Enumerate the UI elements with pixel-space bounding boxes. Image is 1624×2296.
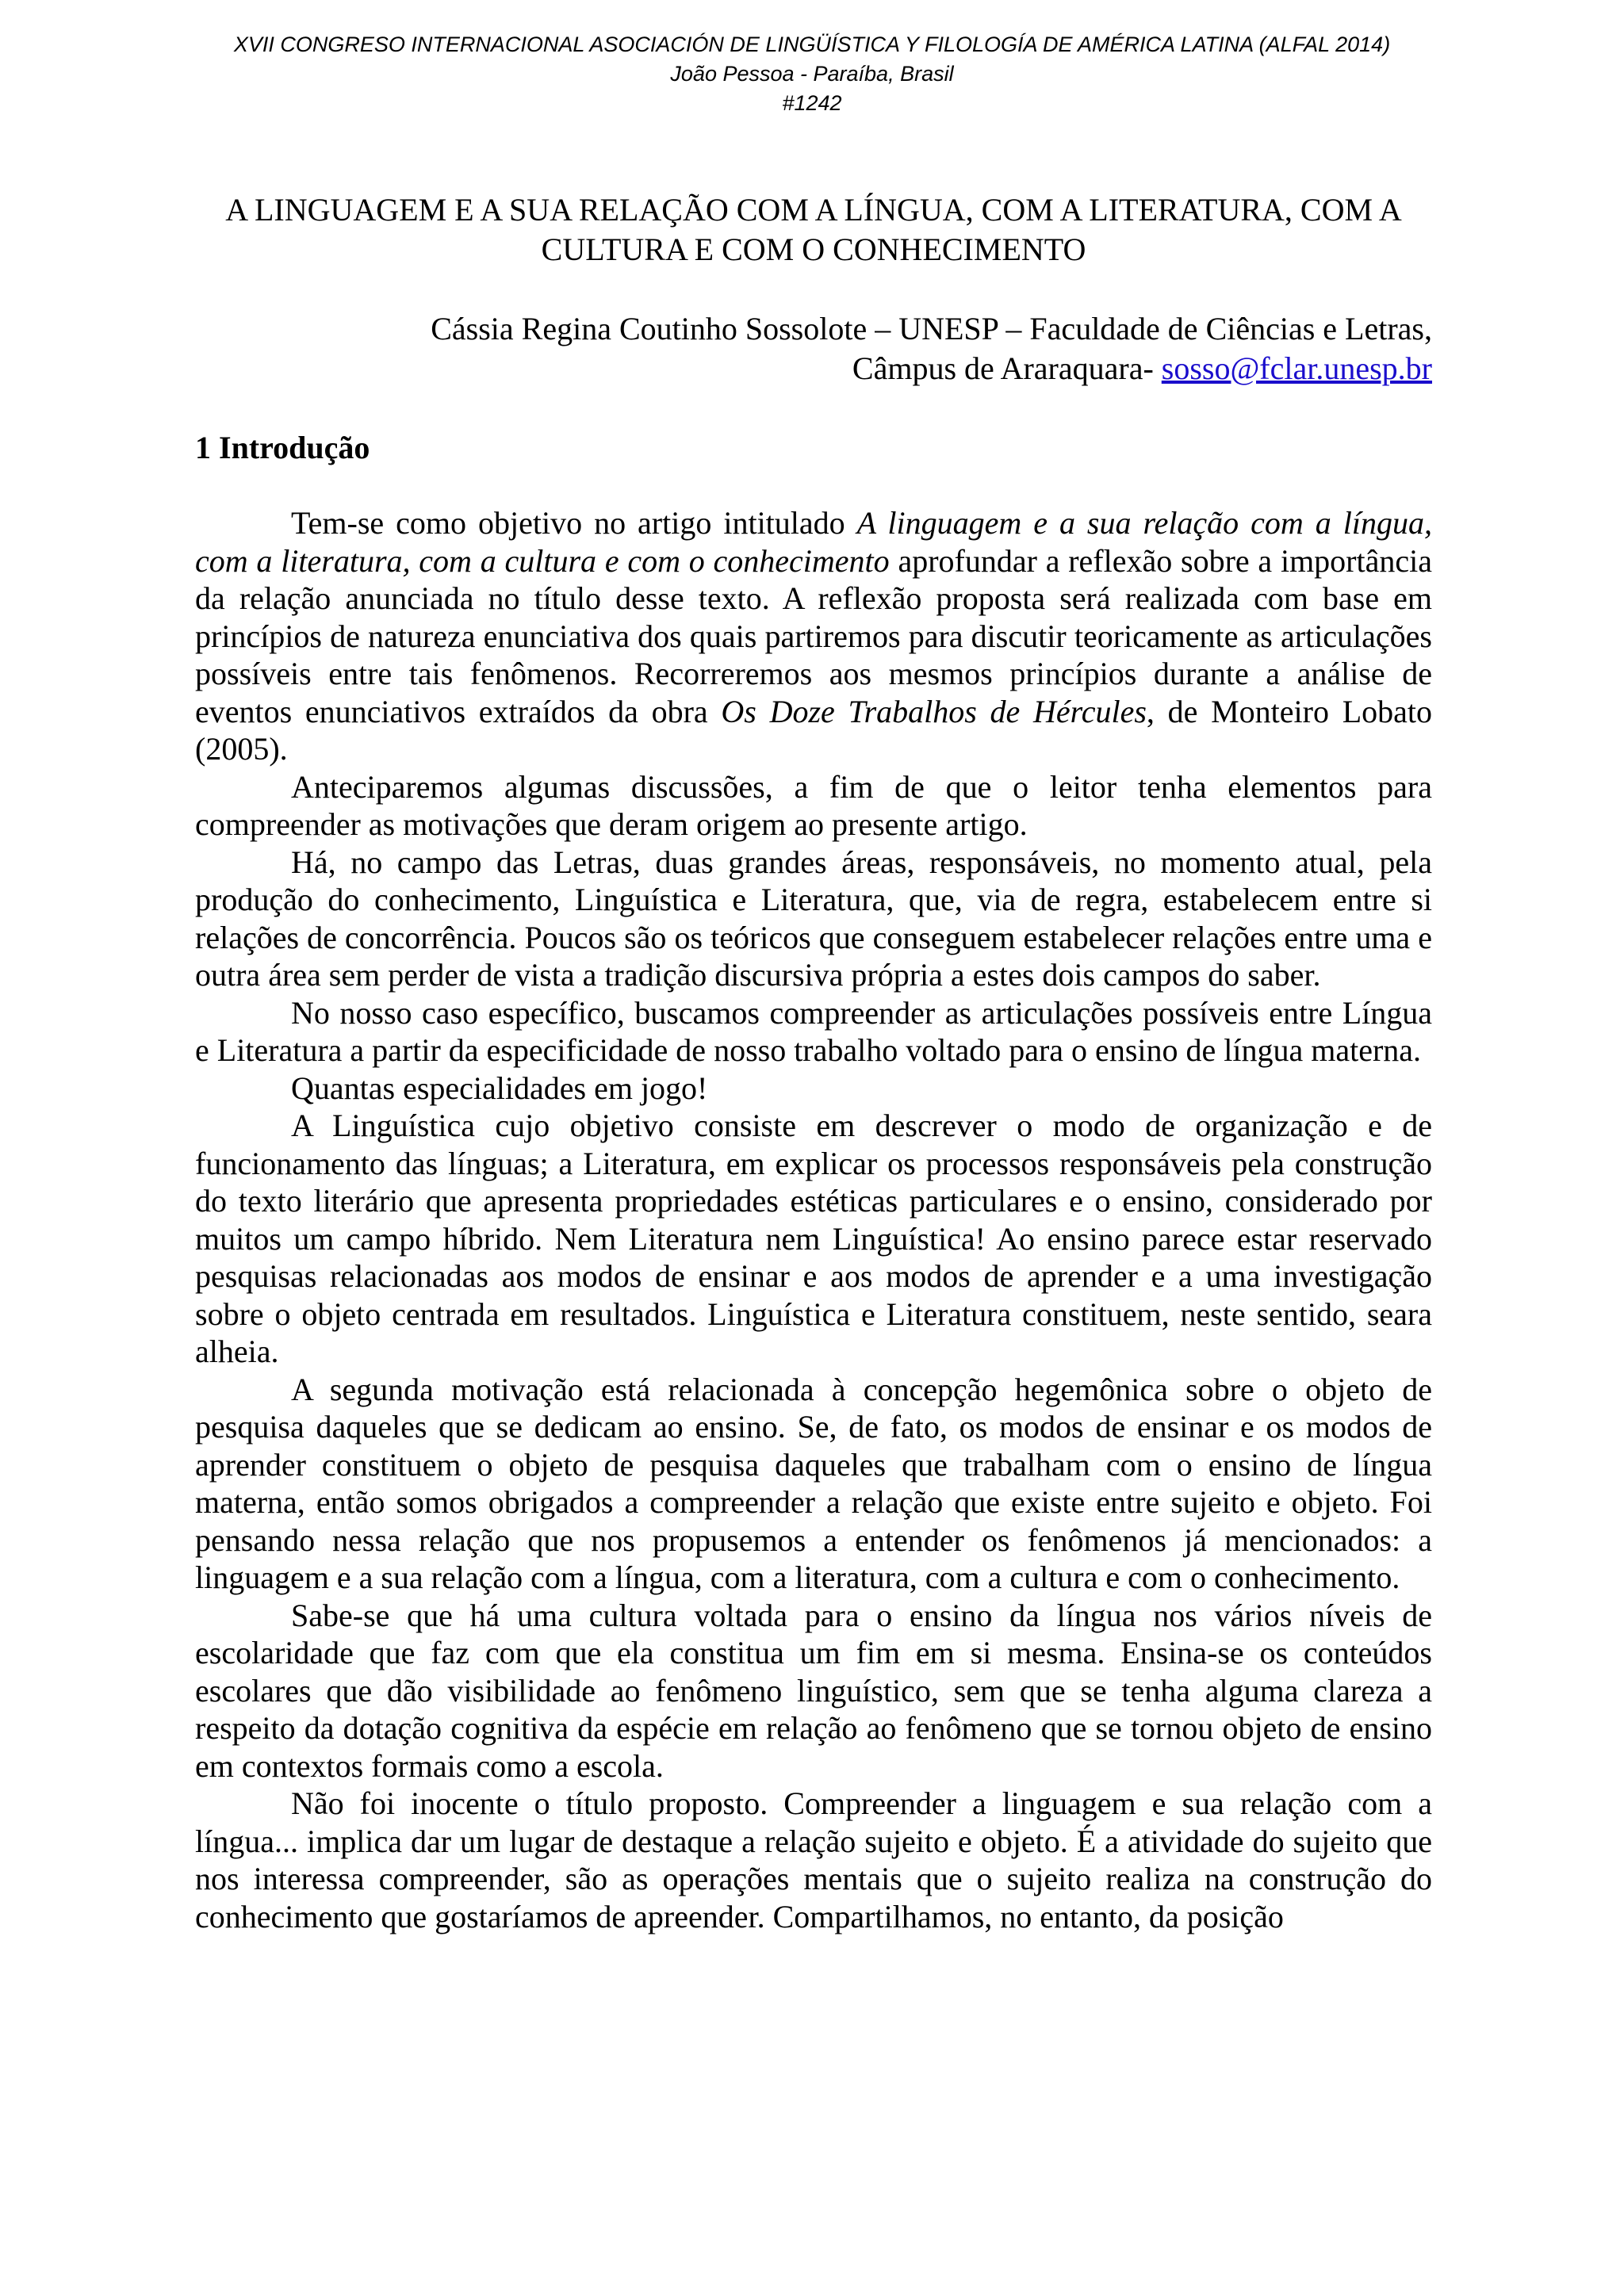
paragraph-3: Há, no campo das Letras, duas grandes áreas, responsáveis, no momento atual, pela produção do conhecimento, Linguística e Literatura, que, via de regra, estabelecem entre si relações de concorrência. Poucos são os teóricos que conseguem estabelecer relações entre uma e outra área sem perder de vista a tradição discursiva própria a estes dois campos do saber. (195, 844, 1432, 993)
section-heading: 1 Introdução (195, 430, 370, 465)
paragraph-2: Anteciparemos algumas discussões, a fim de que o leitor tenha elementos para compreender as motivações que deram origem ao presente artigo. (195, 768, 1432, 842)
author-block (195, 309, 1432, 388)
paragraph-8: Sabe-se que há uma cultura voltada para o ensino da língua nos vários níveis de escolaridade que faz com que ela constitua um fim em si mesma. Ensina-se os conteúdos escolares que dão visibilidade ao fenômeno linguístico, sem que se tenha alguma clareza a respeito da dotação cognitiva da espécie em relação ao fenômeno que se tornou objeto de ensino em contextos formais como a escola. (195, 1597, 1432, 1784)
paragraph-6: A Linguística cujo objetivo consiste em descrever o modo de organização e de funcionamento das línguas; a Literatura, em explicar os processos responsáveis pela construção do texto literário que apresenta propriedades estéticas particulares e o ensino, considerado por muitos um campo híbrido. Nem Literatura nem Linguística! Ao ensino parece estar reservado pesquisas relacionadas aos modos de ensinar e aos modos de aprender e a uma investigação sobre o objeto centrada em resultados. Linguística e Literatura constituem, neste sentido, seara alheia. (195, 1108, 1432, 1369)
author-campus-text: Câmpus de Araraquara- (852, 350, 1162, 386)
paragraph-5: Quantas especialidades em jogo! (291, 1070, 708, 1106)
body-text (195, 504, 1432, 1935)
paper-number: #1242 (782, 91, 842, 115)
paragraph-4: No nosso caso específico, buscamos compreender as articulações possíveis entre Língua e Literatura a partir da especificidade de nosso trabalho voltado para o ensino de língua materna. (195, 994, 1432, 1068)
author-affiliation: Cássia Regina Coutinho Sossolote – UNESP – Faculdade de Ciências e Letras, (431, 311, 1432, 346)
paper-title (195, 190, 1432, 270)
conference-header (0, 30, 1624, 118)
paragraph-1-book-title: Os Doze Trabalhos de Hércules (721, 693, 1147, 729)
paragraph-1-text-e: , de Monteiro Lobato (2005). (195, 693, 1433, 767)
conference-location: João Pessoa - Paraíba, Brasil (670, 62, 954, 86)
author-campus (195, 349, 1432, 388)
paragraph-1 (195, 504, 1432, 768)
paper-title-line-2: CULTURA E COM O CONHECIMENTO (541, 232, 1086, 267)
conference-name: XVII CONGRESO INTERNACIONAL ASOCIACIÓN DE LINGÜÍSTICA Y FILOLOGÍA DE AMÉRICA LATINA (ALFAL 2014) (233, 33, 1391, 56)
paragraph-1-text-a: Tem-se como objetivo no artigo intitulado (291, 505, 857, 541)
paper-title-line-1: A LINGUAGEM E A SUA RELAÇÃO COM A LÍNGUA, COM A LITERATURA, COM A (225, 192, 1402, 228)
author-email-link[interactable]: sosso@fclar.unesp.br (1161, 350, 1432, 386)
paragraph-1-article-title: A linguagem e a sua relação com a língua, com a literatura, com a cultura e com o conhecimento (195, 505, 1433, 579)
paragraph-1-text-c: aprofundar a reflexão sobre a importância da relação anunciada no título desse texto. A reflexão proposta será realizada com base em princípios de natureza enunciativa dos quais partiremos para discutir teoricamente as articulações possíveis entre tais fenômenos. Recorreremos aos mesmos princípios durante a análise de eventos enunciativos extraídos da obra (195, 542, 1432, 729)
paragraph-7: A segunda motivação está relacionada à concepção hegemônica sobre o objeto de pesquisa daqueles que se dedicam ao ensino. Se, de fato, os modos de ensinar e os modos de aprender constituem o objeto de pesquisa daqueles que trabalham com o ensino de língua materna, então somos obrigados a compreender a relação que existe entre sujeito e objeto. Foi pensando nessa relação que nos propusemos a entender os fenômenos já mencionados: a linguagem e a sua relação com a língua, com a literatura, com a cultura e com o conhecimento. (195, 1371, 1432, 1595)
paragraph-9: Não foi inocente o título proposto. Compreender a linguagem e sua relação com a língua... implica dar um lugar de destaque a relação sujeito e objeto. É a atividade do sujeito que nos interessa compreender, são as operações mentais que o sujeito realiza na construção do conhecimento que gostaríamos de apreender. Compartilhamos, no entanto, da posição (195, 1785, 1432, 1934)
